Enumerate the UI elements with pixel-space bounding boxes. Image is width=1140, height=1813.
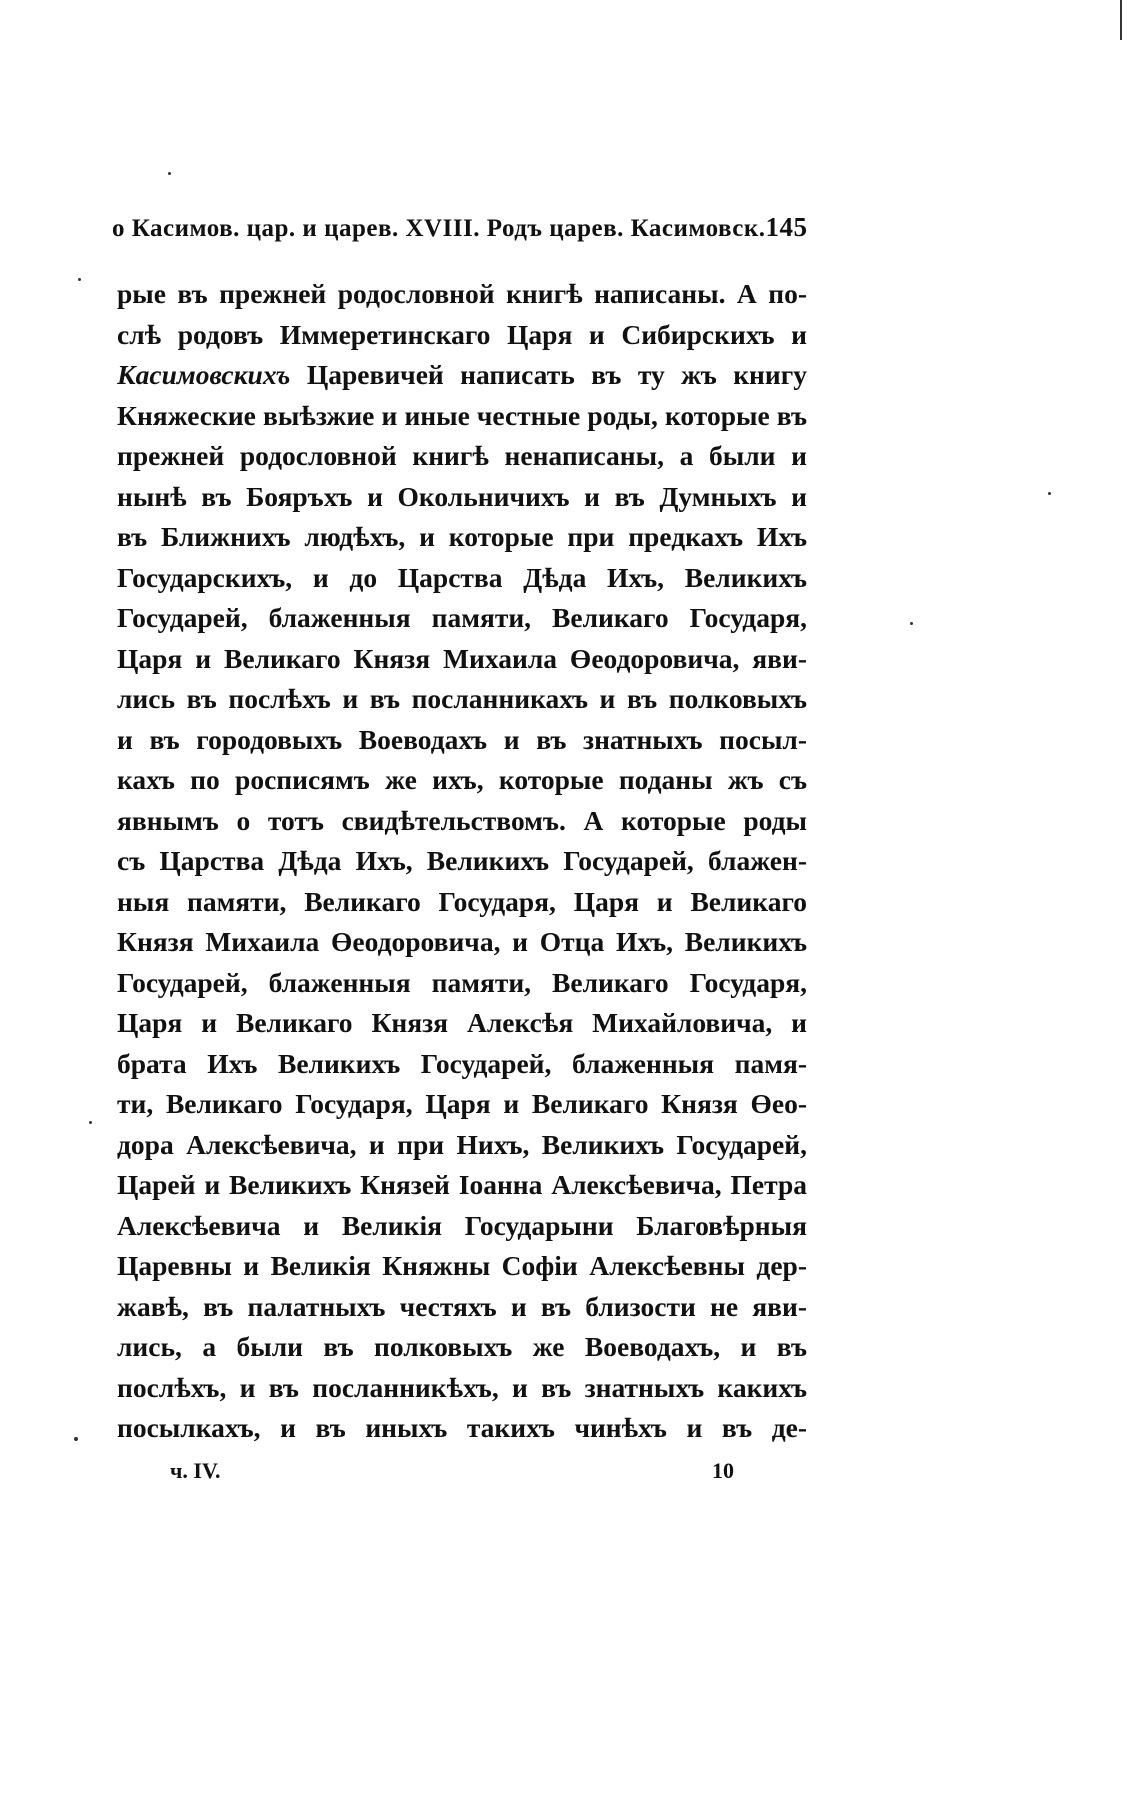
text-line [117, 679, 807, 720]
text-line [117, 396, 807, 437]
text-line [117, 1206, 807, 1247]
line-text: Государскихъ, и до Царства Дѣда Ихъ, Великихъ [117, 561, 807, 593]
line-text: слѣ родовъ Иммеретинскаго Царя и Сибирскихъ и [117, 318, 807, 350]
text-line [117, 639, 807, 680]
text-line [117, 1003, 807, 1044]
line-text: ти, Великаго Государя, Царя и Великаго Князя Өео- [117, 1088, 807, 1119]
running-head-title: о Касимов. цар. и царев. XVIII. Родъ царев. Касимовск. [112, 215, 766, 242]
line-text: Царевны и Великія Княжны Софіи Алексѣевны дер- [117, 1250, 807, 1281]
line-text: Царя и Великаго Князя Михаила Өеодоровича, яви- [117, 642, 807, 674]
line-text: рые въ прежней родословной книгѣ написаны. А по- [117, 278, 807, 309]
text-line [117, 355, 807, 396]
scan-speck [1120, 0, 1122, 40]
line-text: ныя памяти, Великаго Государя, Царя и Великаго [117, 885, 807, 917]
line-text: послѣхъ, и въ посланникѣхъ, и въ знатныхъ какихъ [117, 1371, 807, 1403]
text-line [117, 598, 807, 639]
text-line [117, 720, 807, 761]
line-text: нынѣ въ Бояръхъ и Окольничихъ и въ Думныхъ и [117, 480, 807, 512]
line-text: дора Алексѣевича, и при Нихъ, Великихъ Государей, [117, 1128, 807, 1160]
text-line [117, 801, 807, 842]
line-text: Царя и Великаго Князя Алексѣя Михайловича, и [117, 1007, 807, 1038]
line-text: Царей и Великихъ Князей Іоанна Алексѣевича, Петра [117, 1169, 807, 1200]
scan-speck [78, 278, 81, 281]
text-line [117, 922, 807, 963]
line-text: лись въ послѣхъ и въ посланникахъ и въ полковыхъ [117, 683, 807, 714]
text-line [117, 315, 807, 356]
line-text: жавѣ, въ палатныхъ честяхъ и въ близости не яви- [117, 1290, 807, 1322]
text-line [117, 517, 807, 558]
scan-speck [168, 172, 171, 175]
text-line [117, 1125, 807, 1166]
line-text: Княжеские выѣзжие и иные честные роды, которые въ [117, 399, 807, 431]
scan-speck [89, 1121, 92, 1124]
text-line [117, 1327, 807, 1368]
line-text: брата Ихъ Великихъ Государей, блаженныя памя- [117, 1047, 807, 1079]
running-head [112, 212, 807, 243]
text-line [117, 1368, 807, 1409]
italic-word: Касимовскихъ [117, 359, 291, 390]
text-line [117, 841, 807, 882]
line-text: лись, а были въ полковыхъ же Воеводахъ, и въ [117, 1331, 807, 1362]
line-text: съ Царства Дѣда Ихъ, Великихъ Государей, блажен- [117, 845, 807, 876]
text-line [117, 1165, 807, 1206]
text-line [117, 558, 807, 599]
line-text: Князя Михаила Өеодоровича, и Отца Ихъ, Великихъ [117, 926, 807, 957]
line-text: посылкахъ, и въ иныхъ такихъ чинѣхъ и въ де- [117, 1412, 807, 1443]
line-text: Алексѣевича и Великія Государыни Благовѣрныя [117, 1209, 807, 1241]
text-line [117, 1044, 807, 1085]
text-line [117, 1287, 807, 1328]
gathering-number: 10 [712, 1458, 734, 1483]
scan-speck [74, 1437, 78, 1441]
text-line [117, 882, 807, 923]
line-text: прежней родословной книгѣ ненаписаны, а были и [117, 440, 807, 471]
text-line [117, 1084, 807, 1125]
text-line [117, 477, 807, 518]
line-text: и въ городовыхъ Воеводахъ и въ знатныхъ посыл- [117, 723, 807, 755]
line-text: Государей, блаженныя памяти, Великаго Государя, [117, 966, 807, 998]
line-text: Государей, блаженныя памяти, Великаго Государя, [117, 602, 807, 633]
page-number: 145 [765, 212, 808, 242]
text-line [117, 963, 807, 1004]
text-line [117, 274, 807, 315]
line-text: Царевичей написать въ ту жъ книгу [290, 359, 807, 390]
line-text: явнымъ о тотъ свидѣтельствомъ. А которые роды [117, 804, 807, 836]
line-text: въ Ближнихъ людѣхъ, и которые при предкахъ Ихъ [117, 521, 807, 552]
scan-speck [910, 622, 913, 625]
signature-mark: ч. IV. [170, 1458, 221, 1483]
scan-speck [1048, 492, 1051, 495]
line-text: кахъ по росписямъ же ихъ, которые поданы жъ съ [117, 764, 807, 795]
text-line [117, 760, 807, 801]
body-text [117, 274, 807, 1449]
text-line [117, 1246, 807, 1287]
text-line [117, 436, 807, 477]
text-line [117, 1408, 807, 1449]
